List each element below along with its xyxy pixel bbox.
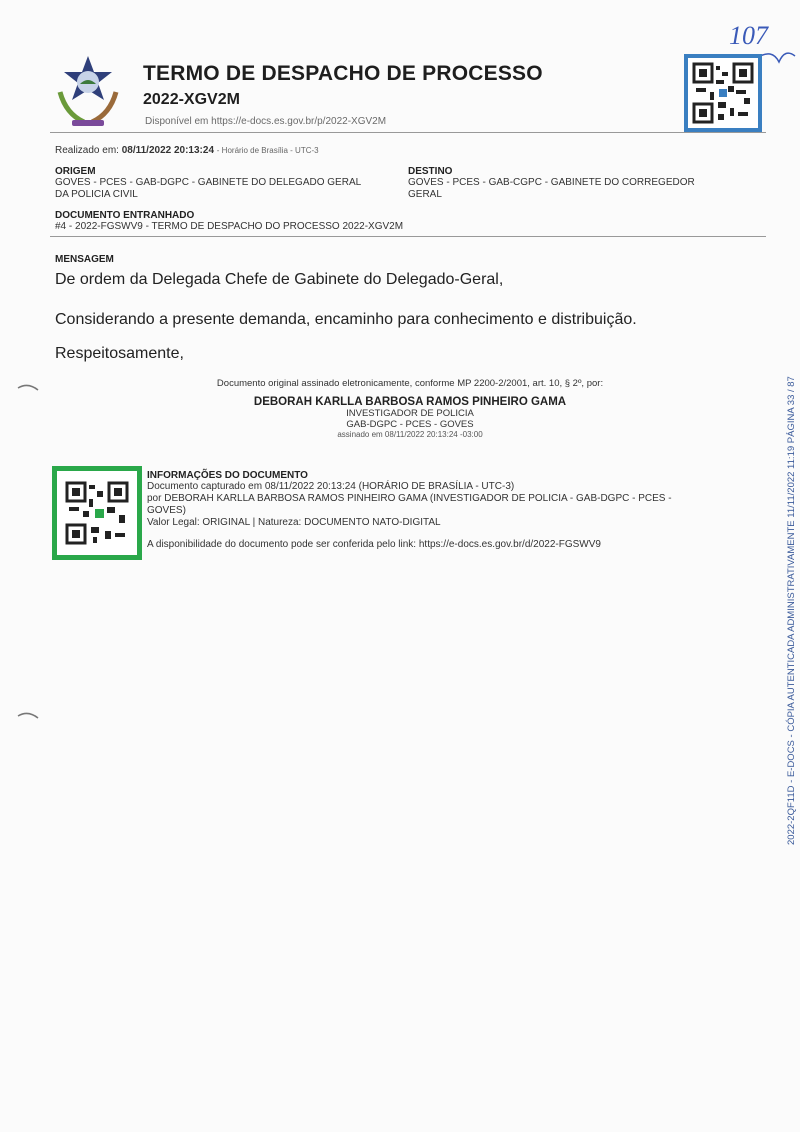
origem-value-line1: GOVES - PCES - GAB-DGPC - GABINETE DO DELEGADO GERAL — [55, 177, 362, 188]
signer-name: DEBORAH KARLLA BARBOSA RAMOS PINHEIRO GAMA — [253, 396, 567, 408]
meta-divider — [50, 236, 766, 237]
info-block — [147, 470, 767, 551]
qr-code-icon — [57, 471, 137, 555]
destino-value-line1: GOVES - PCES - GAB-CGPC - GABINETE DO CORREGEDOR — [408, 177, 695, 188]
mensagem-label: MENSAGEM — [55, 254, 114, 265]
side-stamp-text: 2022-2QF11D - E-DOCS - CÓPIA AUTENTICADA ADMINISTRATIVAMENTE 11/11/2022 11:19 PÁGINA 33 / 87 — [786, 376, 797, 845]
availability-link[interactable]: Disponível em https://e-docs.es.gov.br/p/2022-XGV2M — [145, 116, 387, 127]
punch-mark-icon — [14, 380, 44, 400]
side-authentication-stamp — [774, 340, 798, 860]
documento-entranhado-value: #4 - 2022-FGSWV9 - TERMO DE DESPACHO DO PROCESSO 2022-XGV2M — [55, 221, 404, 232]
punch-mark-icon — [14, 708, 44, 728]
info-captured-by-cont: GOVES) — [147, 505, 186, 516]
header-divider — [50, 132, 766, 133]
realizado-line — [55, 145, 319, 156]
origem-label: ORIGEM — [55, 166, 96, 177]
realizado-datetime: 08/11/2022 20:13:24 — [121, 145, 215, 156]
destino-block — [408, 166, 758, 201]
signature-block — [180, 396, 640, 439]
info-verify-link[interactable]: A disponibilidade do documento pode ser conferida pelo link: https://e-docs.es.gov.br/d/2022-FGSWV9 — [147, 539, 601, 550]
signer-role: INVESTIGADOR DE POLICIA — [346, 408, 474, 419]
document-qr-code[interactable] — [52, 466, 142, 560]
mensagem-paragraph-3: Respeitosamente, — [55, 345, 184, 362]
info-legal-value: Valor Legal: ORIGINAL | Natureza: DOCUMENTO NATO-DIGITAL — [147, 517, 441, 528]
signed-at: assinado em 08/11/2022 20:13:24 -03:00 — [337, 430, 483, 439]
documento-entranhado-block — [55, 210, 755, 233]
process-code: 2022-XGV2M — [143, 91, 240, 108]
info-label: INFORMAÇÕES DO DOCUMENTO — [147, 470, 308, 481]
info-captured: Documento capturado em 08/11/2022 20:13:24 (HORÁRIO DE BRASÍLIA - UTC-3) — [147, 481, 515, 492]
origem-value-line2: DA POLICIA CIVIL — [55, 189, 138, 200]
document-title: TERMO DE DESPACHO DE PROCESSO — [143, 62, 543, 85]
origem-block — [55, 166, 400, 201]
svg-text:107: 107 — [729, 21, 768, 50]
realizado-label: Realizado em: — [55, 145, 119, 156]
signer-unit: GAB-DGPC - PCES - GOVES — [346, 419, 474, 430]
top-qr-code[interactable] — [684, 54, 762, 132]
coat-of-arms-logo — [52, 52, 124, 132]
info-captured-by: por DEBORAH KARLLA BARBOSA RAMOS PINHEIRO GAMA (INVESTIGADOR DE POLICIA - GAB-DGPC - PCES - — [147, 493, 672, 504]
documento-entranhado-label: DOCUMENTO ENTRANHADO — [55, 210, 195, 221]
mensagem-paragraph-2: Considerando a presente demanda, encaminho para conhecimento e distribuição. — [55, 311, 637, 328]
qr-code-icon — [688, 58, 758, 128]
mensagem-paragraph-1: De ordem da Delegada Chefe de Gabinete do Delegado-Geral, — [55, 271, 504, 288]
realizado-timezone: - Horário de Brasília - UTC-3 — [216, 146, 319, 155]
signature-intro: Documento original assinado eletronicamente, conforme MP 2200-2/2001, art. 10, § 2º, por: — [216, 378, 604, 389]
destino-value-line2: GERAL — [408, 189, 442, 200]
destino-label: DESTINO — [408, 166, 453, 177]
